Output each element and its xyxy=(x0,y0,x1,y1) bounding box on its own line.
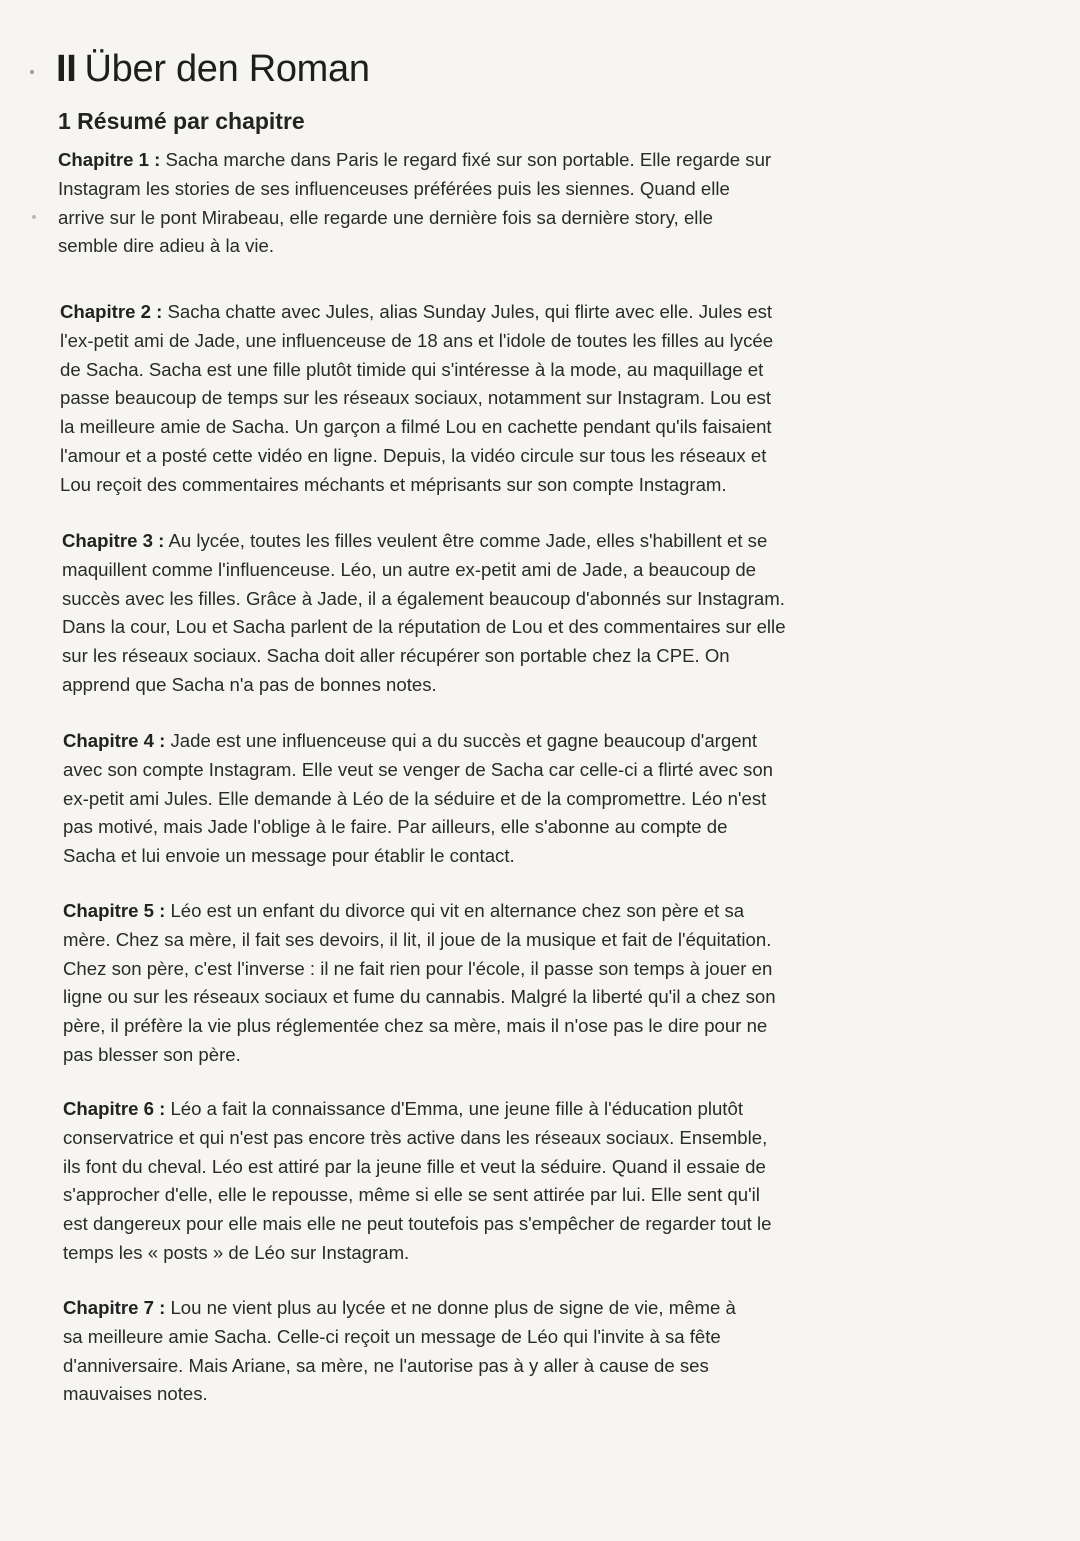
chapter-label: Chapitre 2 : xyxy=(60,301,163,322)
chapter-text: Sacha marche dans Paris le regard fixé sur son portable. Elle regarde sur Instagram les stories de ses influenceuses préférées puis les siennes. Quand elle arrive sur le pont Mirabeau, elle regarde une dernière fois sa dernière story, elle semble dire adieu à la vie. xyxy=(58,149,772,257)
chapter-text: Sacha chatte avec Jules, alias Sunday Jules, qui flirte avec elle. Jules est l'ex-petit ami de Jade, une influenceuse de 18 ans et l'idole de toutes les filles au lycée de Sacha. Sacha est une fille plutôt timide qui s'intéresse à la mode, au maquillage et passe beaucoup de temps sur les réseaux sociaux, notamment sur Instagram. Lou est la meilleure amie de Sacha. Un garçon a filmé Lou en cachette pendant qu'ils faisaient l'amour et a posté cette vidéo en ligne. Depuis, la vidéo circule sur tous les réseaux et Lou reçoit des commentaires méchants et méprisants sur son compte Instagram. xyxy=(60,301,774,495)
chapter-label: Chapitre 6 : xyxy=(63,1098,166,1119)
chapter-text: Léo est un enfant du divorce qui vit en alternance chez son père et sa mère. Chez sa mère, il fait ses devoirs, il lit, il joue de la musique et fait de l'équitation. Chez son père, c'est l'inverse : il ne fait rien pour l'école, il passe son temps à jouer en ligne ou sur les réseaux sociaux et fume du cannabis. Malgré la liberté qu'il a chez son père, il préfère la vie plus réglementée chez sa mère, mais il n'ose pas le dire pour ne pas blesser son père. xyxy=(63,900,776,1065)
margin-dot xyxy=(30,70,34,74)
chapter-text: Au lycée, toutes les filles veulent être comme Jade, elles s'habillent et se maquillent comme l'influenceuse. Léo, un autre ex-petit ami de Jade, a beaucoup de succès avec les filles. Grâce à Jade, il a également beaucoup d'abonnés sur Instagram. Dans la cour, Lou et Sacha parlent de la réputation de Lou et des commentaires sur elle sur les réseaux sociaux. Sacha doit aller récupérer son portable chez la CPE. On apprend que Sacha n'a pas de bonnes notes. xyxy=(62,530,786,695)
chapter-text: Léo a fait la connaissance d'Emma, une jeune fille à l'éducation plutôt conservatrice et qui n'est pas encore très active dans les réseaux sociaux. Ensemble, ils font du cheval. Léo est attiré par la jeune fille et veut la séduire. Quand il essaie de s'approcher d'elle, elle le repousse, même si elle se sent attirée par lui. Elle sent qu'il est dangereux pour elle mais elle ne peut toutefois pas s'empêcher de regarder tout le temps les « posts » de Léo sur Instagram. xyxy=(63,1098,772,1263)
chapter-text: Jade est une influenceuse qui a du succès et gagne beaucoup d'argent avec son compte Instagram. Elle veut se venger de Sacha car celle-ci a flirté avec son ex-petit ami Jules. Elle demande à Léo de la séduire et de la compromettre. Léo n'est pas motivé, mais Jade l'oblige à le faire. Par ailleurs, elle s'abonne au compte de Sacha et lui envoie un message pour établir le contact. xyxy=(63,730,774,867)
chapter-text: Lou ne vient plus au lycée et ne donne plus de signe de vie, même à sa meilleure amie Sacha. Celle-ci reçoit un message de Léo qui l'invite à sa fête d'anniversaire. Mais Ariane, sa mère, ne l'autorise pas à y aller à cause de ses mauvaises notes. xyxy=(63,1297,736,1405)
margin-dot xyxy=(32,215,36,219)
chapter-label: Chapitre 7 : xyxy=(63,1297,166,1318)
section-numeral: II xyxy=(56,48,77,90)
chapter-5-summary xyxy=(63,897,787,1070)
chapter-label: Chapitre 5 : xyxy=(63,900,166,921)
section-title: Über den Roman xyxy=(84,48,370,90)
chapter-label: Chapitre 4 : xyxy=(63,730,166,751)
chapter-1-summary xyxy=(58,146,774,261)
chapter-4-summary xyxy=(63,727,785,871)
chapter-2-summary xyxy=(60,298,790,500)
chapter-7-summary xyxy=(63,1294,739,1409)
chapter-label: Chapitre 1 : xyxy=(58,149,161,170)
chapter-3-summary xyxy=(62,527,788,700)
chapter-label: Chapitre 3 : xyxy=(62,530,165,551)
chapter-6-summary xyxy=(63,1095,775,1268)
subsection-heading: 1 Résumé par chapitre xyxy=(58,108,305,134)
section-heading xyxy=(56,48,370,91)
